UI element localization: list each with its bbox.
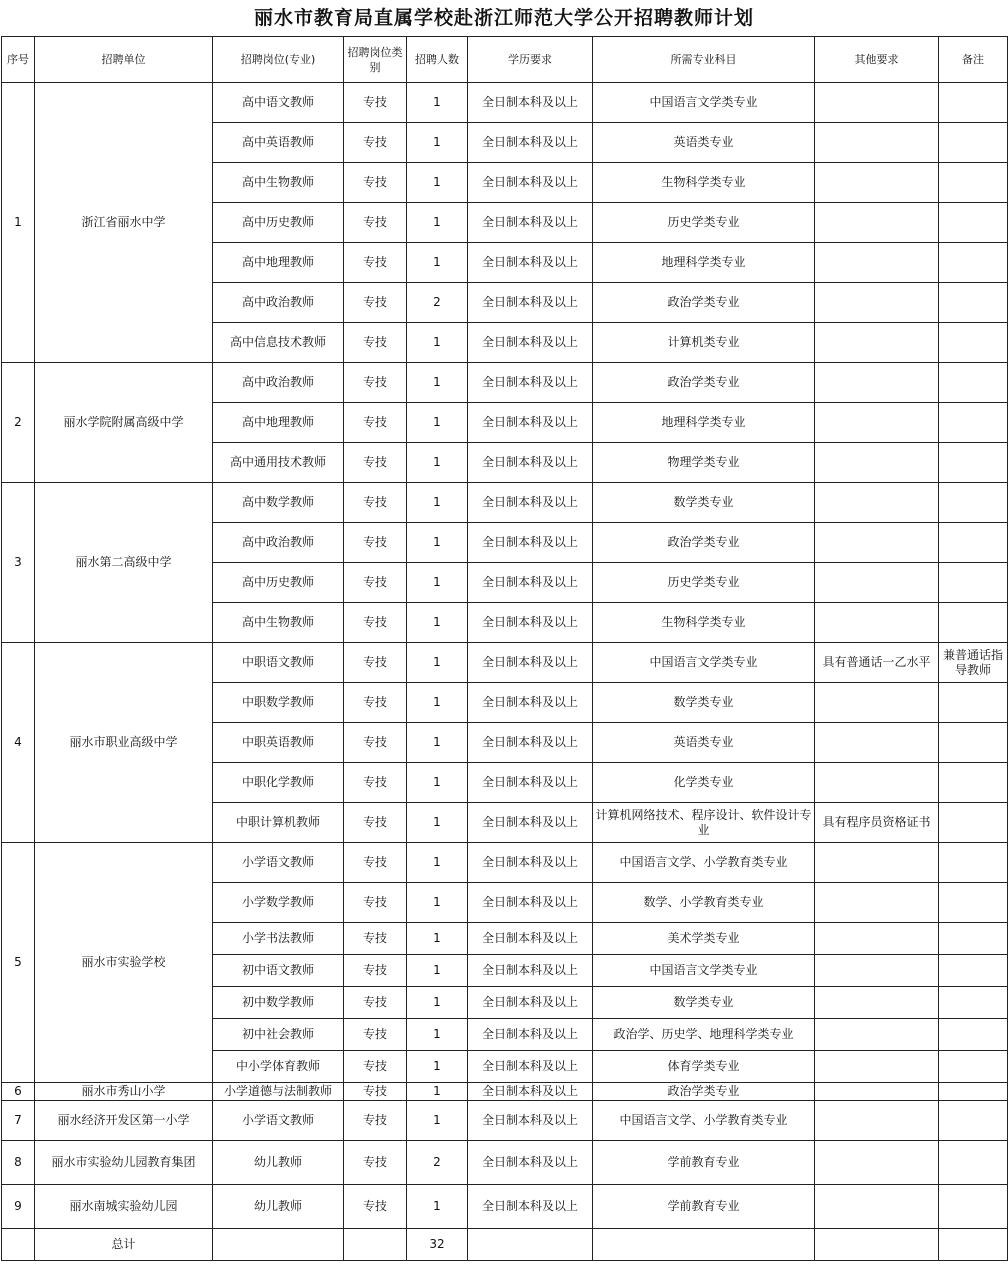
education-cell: 全日制本科及以上: [468, 443, 593, 483]
other-requirement-cell: [815, 243, 939, 283]
major-cell: 美术学类专业: [593, 923, 815, 955]
type-cell: 专技: [344, 843, 407, 883]
type-cell: 专技: [344, 483, 407, 523]
other-requirement-cell: [815, 843, 939, 883]
header-cell: 招聘人数: [407, 37, 468, 83]
recruitment-table: [1, 36, 1008, 1261]
note-cell: [939, 523, 1008, 563]
count-cell: 1: [407, 723, 468, 763]
major-cell: 历史学类专业: [593, 563, 815, 603]
total-count: 32: [407, 1229, 468, 1261]
other-requirement-cell: 具有普通话一乙水平: [815, 643, 939, 683]
total-blank: [213, 1229, 344, 1261]
post-cell: 高中历史教师: [213, 203, 344, 243]
unit-cell: 丽水经济开发区第一小学: [35, 1101, 213, 1141]
post-cell: 初中社会教师: [213, 1019, 344, 1051]
note-cell: [939, 203, 1008, 243]
count-cell: 1: [407, 163, 468, 203]
type-cell: 专技: [344, 723, 407, 763]
other-requirement-cell: [815, 723, 939, 763]
count-cell: 1: [407, 603, 468, 643]
unit-cell: 浙江省丽水中学: [35, 83, 213, 363]
table-row: [2, 83, 1008, 123]
total-blank: [593, 1229, 815, 1261]
major-cell: 历史学类专业: [593, 203, 815, 243]
education-cell: 全日制本科及以上: [468, 563, 593, 603]
count-cell: 1: [407, 483, 468, 523]
post-cell: 中职语文教师: [213, 643, 344, 683]
note-cell: [939, 243, 1008, 283]
major-cell: 中国语言文学类专业: [593, 643, 815, 683]
note-cell: [939, 1019, 1008, 1051]
unit-cell: 丽水市秀山小学: [35, 1083, 213, 1101]
count-cell: 1: [407, 323, 468, 363]
type-cell: 专技: [344, 123, 407, 163]
education-cell: 全日制本科及以上: [468, 683, 593, 723]
type-cell: 专技: [344, 283, 407, 323]
education-cell: 全日制本科及以上: [468, 1083, 593, 1101]
note-cell: [939, 883, 1008, 923]
serial-number-cell: 2: [2, 363, 35, 483]
total-blank: [344, 1229, 407, 1261]
major-cell: 化学类专业: [593, 763, 815, 803]
header-cell: 招聘岗位(专业): [213, 37, 344, 83]
education-cell: 全日制本科及以上: [468, 403, 593, 443]
post-cell: 高中地理教师: [213, 243, 344, 283]
education-cell: 全日制本科及以上: [468, 923, 593, 955]
note-cell: [939, 483, 1008, 523]
note-cell: [939, 923, 1008, 955]
serial-number-cell: 6: [2, 1083, 35, 1101]
count-cell: 1: [407, 363, 468, 403]
post-cell: 小学语文教师: [213, 1101, 344, 1141]
major-cell: 学前教育专业: [593, 1185, 815, 1229]
type-cell: 专技: [344, 1083, 407, 1101]
other-requirement-cell: [815, 563, 939, 603]
unit-cell: 丽水学院附属高级中学: [35, 363, 213, 483]
type-cell: 专技: [344, 643, 407, 683]
header-cell: 其他要求: [815, 37, 939, 83]
total-row: [2, 1229, 1008, 1261]
count-cell: 1: [407, 1101, 468, 1141]
education-cell: 全日制本科及以上: [468, 363, 593, 403]
other-requirement-cell: [815, 683, 939, 723]
unit-cell: 丽水市职业高级中学: [35, 643, 213, 843]
note-cell: [939, 443, 1008, 483]
education-cell: 全日制本科及以上: [468, 883, 593, 923]
other-requirement-cell: [815, 203, 939, 243]
other-requirement-cell: [815, 1051, 939, 1083]
type-cell: 专技: [344, 1141, 407, 1185]
other-requirement-cell: [815, 523, 939, 563]
post-cell: 高中语文教师: [213, 83, 344, 123]
unit-cell: 丽水第二高级中学: [35, 483, 213, 643]
education-cell: 全日制本科及以上: [468, 203, 593, 243]
type-cell: 专技: [344, 683, 407, 723]
post-cell: 中职英语教师: [213, 723, 344, 763]
other-requirement-cell: [815, 1185, 939, 1229]
other-requirement-cell: [815, 1101, 939, 1141]
table-row: [2, 1083, 1008, 1101]
note-cell: [939, 1051, 1008, 1083]
note-cell: [939, 83, 1008, 123]
education-cell: 全日制本科及以上: [468, 243, 593, 283]
education-cell: 全日制本科及以上: [468, 1051, 593, 1083]
education-cell: 全日制本科及以上: [468, 523, 593, 563]
table-row: [2, 1185, 1008, 1229]
type-cell: 专技: [344, 443, 407, 483]
count-cell: 1: [407, 203, 468, 243]
type-cell: 专技: [344, 1101, 407, 1141]
major-cell: 物理学类专业: [593, 443, 815, 483]
major-cell: 英语类专业: [593, 123, 815, 163]
other-requirement-cell: [815, 763, 939, 803]
major-cell: 数学类专业: [593, 483, 815, 523]
count-cell: 1: [407, 1185, 468, 1229]
header-cell: 备注: [939, 37, 1008, 83]
serial-number-cell: 8: [2, 1141, 35, 1185]
other-requirement-cell: [815, 1083, 939, 1101]
major-cell: 中国语言文学类专业: [593, 83, 815, 123]
education-cell: 全日制本科及以上: [468, 723, 593, 763]
total-label: 总计: [35, 1229, 213, 1261]
other-requirement-cell: [815, 363, 939, 403]
table-row: [2, 483, 1008, 523]
count-cell: 1: [407, 563, 468, 603]
major-cell: 中国语言文学类专业: [593, 955, 815, 987]
count-cell: 2: [407, 1141, 468, 1185]
post-cell: 高中政治教师: [213, 283, 344, 323]
education-cell: 全日制本科及以上: [468, 603, 593, 643]
type-cell: 专技: [344, 1185, 407, 1229]
other-requirement-cell: [815, 163, 939, 203]
count-cell: 1: [407, 955, 468, 987]
other-requirement-cell: [815, 483, 939, 523]
count-cell: 2: [407, 283, 468, 323]
education-cell: 全日制本科及以上: [468, 1141, 593, 1185]
post-cell: 高中通用技术教师: [213, 443, 344, 483]
education-cell: 全日制本科及以上: [468, 283, 593, 323]
note-cell: [939, 163, 1008, 203]
count-cell: 1: [407, 843, 468, 883]
type-cell: 专技: [344, 763, 407, 803]
post-cell: 幼儿教师: [213, 1185, 344, 1229]
count-cell: 1: [407, 83, 468, 123]
education-cell: 全日制本科及以上: [468, 483, 593, 523]
post-cell: 小学数学教师: [213, 883, 344, 923]
other-requirement-cell: [815, 283, 939, 323]
header-cell: 学历要求: [468, 37, 593, 83]
type-cell: 专技: [344, 563, 407, 603]
type-cell: 专技: [344, 1051, 407, 1083]
type-cell: 专技: [344, 1019, 407, 1051]
type-cell: 专技: [344, 203, 407, 243]
post-cell: 初中语文教师: [213, 955, 344, 987]
post-cell: 高中英语教师: [213, 123, 344, 163]
major-cell: 学前教育专业: [593, 1141, 815, 1185]
type-cell: 专技: [344, 987, 407, 1019]
header-row: [2, 37, 1008, 83]
major-cell: 数学类专业: [593, 683, 815, 723]
type-cell: 专技: [344, 603, 407, 643]
other-requirement-cell: [815, 83, 939, 123]
type-cell: 专技: [344, 163, 407, 203]
header-cell: 招聘岗位类别: [344, 37, 407, 83]
post-cell: 高中信息技术教师: [213, 323, 344, 363]
major-cell: 政治学类专业: [593, 363, 815, 403]
post-cell: 高中生物教师: [213, 603, 344, 643]
count-cell: 1: [407, 403, 468, 443]
type-cell: 专技: [344, 923, 407, 955]
header-cell: 所需专业科目: [593, 37, 815, 83]
count-cell: 1: [407, 683, 468, 723]
post-cell: 初中数学教师: [213, 987, 344, 1019]
major-cell: 数学、小学教育类专业: [593, 883, 815, 923]
count-cell: 1: [407, 1083, 468, 1101]
table-row: [2, 1101, 1008, 1141]
count-cell: 1: [407, 443, 468, 483]
major-cell: 计算机网络技术、程序设计、软件设计专业: [593, 803, 815, 843]
count-cell: 1: [407, 883, 468, 923]
serial-number-cell: 1: [2, 83, 35, 363]
note-cell: [939, 1185, 1008, 1229]
post-cell: 幼儿教师: [213, 1141, 344, 1185]
post-cell: 中职化学教师: [213, 763, 344, 803]
total-blank: [815, 1229, 939, 1261]
post-cell: 高中政治教师: [213, 363, 344, 403]
count-cell: 1: [407, 923, 468, 955]
other-requirement-cell: [815, 443, 939, 483]
education-cell: 全日制本科及以上: [468, 987, 593, 1019]
other-requirement-cell: [815, 883, 939, 923]
major-cell: 地理科学类专业: [593, 243, 815, 283]
note-cell: [939, 843, 1008, 883]
other-requirement-cell: [815, 323, 939, 363]
serial-number-cell: 7: [2, 1101, 35, 1141]
table-row: [2, 1141, 1008, 1185]
education-cell: 全日制本科及以上: [468, 123, 593, 163]
count-cell: 1: [407, 1051, 468, 1083]
note-cell: [939, 955, 1008, 987]
other-requirement-cell: 具有程序员资格证书: [815, 803, 939, 843]
note-cell: [939, 323, 1008, 363]
type-cell: 专技: [344, 83, 407, 123]
major-cell: 中国语言文学、小学教育类专业: [593, 1101, 815, 1141]
post-cell: 高中生物教师: [213, 163, 344, 203]
education-cell: 全日制本科及以上: [468, 323, 593, 363]
note-cell: [939, 763, 1008, 803]
unit-cell: 丽水市实验学校: [35, 843, 213, 1083]
education-cell: 全日制本科及以上: [468, 1101, 593, 1141]
type-cell: 专技: [344, 403, 407, 443]
note-cell: 兼普通话指导教师: [939, 643, 1008, 683]
post-cell: 中职数学教师: [213, 683, 344, 723]
page-title: 丽水市教育局直属学校赴浙江师范大学公开招聘教师计划: [253, 7, 754, 29]
type-cell: 专技: [344, 955, 407, 987]
serial-number-cell: 5: [2, 843, 35, 1083]
major-cell: 体育学类专业: [593, 1051, 815, 1083]
type-cell: 专技: [344, 363, 407, 403]
major-cell: 数学类专业: [593, 987, 815, 1019]
education-cell: 全日制本科及以上: [468, 1019, 593, 1051]
total-blank: [939, 1229, 1008, 1261]
count-cell: 1: [407, 1019, 468, 1051]
other-requirement-cell: [815, 955, 939, 987]
count-cell: 1: [407, 643, 468, 683]
serial-number-cell: 3: [2, 483, 35, 643]
table-row: [2, 363, 1008, 403]
other-requirement-cell: [815, 1141, 939, 1185]
education-cell: 全日制本科及以上: [468, 643, 593, 683]
note-cell: [939, 1101, 1008, 1141]
header-cell: 序号: [2, 37, 35, 83]
major-cell: 英语类专业: [593, 723, 815, 763]
serial-number-cell: 9: [2, 1185, 35, 1229]
count-cell: 1: [407, 987, 468, 1019]
other-requirement-cell: [815, 123, 939, 163]
major-cell: 生物科学类专业: [593, 603, 815, 643]
post-cell: 高中历史教师: [213, 563, 344, 603]
note-cell: [939, 363, 1008, 403]
major-cell: 政治学类专业: [593, 1083, 815, 1101]
education-cell: 全日制本科及以上: [468, 1185, 593, 1229]
major-cell: 地理科学类专业: [593, 403, 815, 443]
post-cell: 中小学体育教师: [213, 1051, 344, 1083]
type-cell: 专技: [344, 883, 407, 923]
table-body: [2, 83, 1008, 1229]
note-cell: [939, 723, 1008, 763]
note-cell: [939, 987, 1008, 1019]
note-cell: [939, 1083, 1008, 1101]
other-requirement-cell: [815, 1019, 939, 1051]
other-requirement-cell: [815, 987, 939, 1019]
education-cell: 全日制本科及以上: [468, 803, 593, 843]
note-cell: [939, 283, 1008, 323]
total-blank: [468, 1229, 593, 1261]
education-cell: 全日制本科及以上: [468, 163, 593, 203]
header-cell: 招聘单位: [35, 37, 213, 83]
major-cell: 政治学类专业: [593, 523, 815, 563]
major-cell: 生物科学类专业: [593, 163, 815, 203]
education-cell: 全日制本科及以上: [468, 955, 593, 987]
other-requirement-cell: [815, 403, 939, 443]
post-cell: 高中地理教师: [213, 403, 344, 443]
note-cell: [939, 603, 1008, 643]
count-cell: 1: [407, 803, 468, 843]
table-row: [2, 843, 1008, 883]
note-cell: [939, 123, 1008, 163]
note-cell: [939, 1141, 1008, 1185]
major-cell: 政治学、历史学、地理科学类专业: [593, 1019, 815, 1051]
note-cell: [939, 803, 1008, 843]
serial-number-cell: 4: [2, 643, 35, 843]
count-cell: 1: [407, 523, 468, 563]
type-cell: 专技: [344, 803, 407, 843]
post-cell: 中职计算机教师: [213, 803, 344, 843]
other-requirement-cell: [815, 603, 939, 643]
other-requirement-cell: [815, 923, 939, 955]
note-cell: [939, 403, 1008, 443]
type-cell: 专技: [344, 523, 407, 563]
type-cell: 专技: [344, 323, 407, 363]
total-blank: [2, 1229, 35, 1261]
count-cell: 1: [407, 763, 468, 803]
table-row: [2, 643, 1008, 683]
post-cell: 高中数学教师: [213, 483, 344, 523]
count-cell: 1: [407, 123, 468, 163]
count-cell: 1: [407, 243, 468, 283]
major-cell: 政治学类专业: [593, 283, 815, 323]
type-cell: 专技: [344, 243, 407, 283]
post-cell: 小学道德与法制教师: [213, 1083, 344, 1101]
post-cell: 小学书法教师: [213, 923, 344, 955]
note-cell: [939, 563, 1008, 603]
education-cell: 全日制本科及以上: [468, 763, 593, 803]
note-cell: [939, 683, 1008, 723]
education-cell: 全日制本科及以上: [468, 83, 593, 123]
major-cell: 中国语言文学、小学教育类专业: [593, 843, 815, 883]
major-cell: 计算机类专业: [593, 323, 815, 363]
unit-cell: 丽水南城实验幼儿园: [35, 1185, 213, 1229]
post-cell: 高中政治教师: [213, 523, 344, 563]
unit-cell: 丽水市实验幼儿园教育集团: [35, 1141, 213, 1185]
education-cell: 全日制本科及以上: [468, 843, 593, 883]
post-cell: 小学语文教师: [213, 843, 344, 883]
